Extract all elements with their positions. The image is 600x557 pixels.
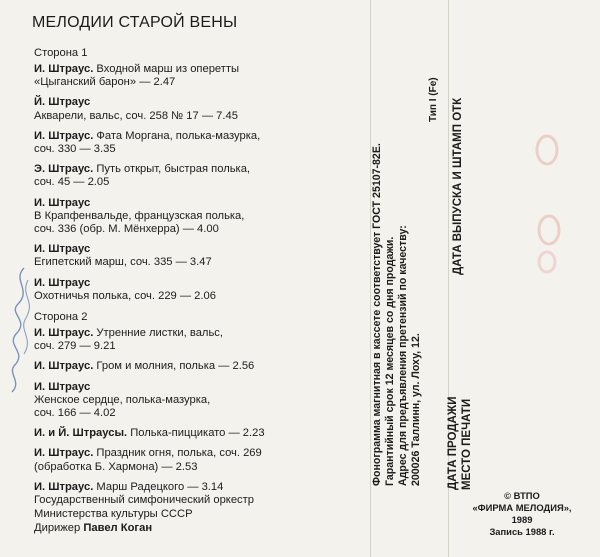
release-stamp-label: ДАТА ВЫПУСКА И ШТАМП ОТК <box>452 97 464 275</box>
technical-info <box>371 143 423 486</box>
track-text: Марш Радецкого — 3.14 <box>93 480 224 493</box>
handwritten-signature <box>2 260 42 400</box>
track <box>34 327 354 353</box>
publisher-line: © ВТПО <box>504 490 540 501</box>
track-text: Входной марш из оперетты <box>93 63 240 75</box>
track <box>34 481 354 494</box>
composer: И. Штраус. <box>34 480 94 493</box>
track-text: Праздник огня, полька, соч. 269 <box>93 447 262 460</box>
track <box>34 381 354 421</box>
track-text: Охотничья полька, соч. 229 — 2.06 <box>34 289 216 302</box>
conductor-label: Дирижер <box>34 521 84 534</box>
composer: Й. Штраус <box>34 96 91 109</box>
info-line: Фонограмма магнитная в кассете соответствует ГОСТ 25107-82Е. <box>371 143 383 486</box>
track-text: Акварели, вальс, соч. 258 № 17 — 7.45 <box>34 109 238 122</box>
track <box>34 197 354 237</box>
track <box>34 243 354 269</box>
composer: И. и Й. Штраусы. <box>34 427 128 440</box>
sale-date-block <box>446 397 474 490</box>
info-line: Гарантийный срок 12 месяцев со дня продажи. <box>384 236 396 486</box>
track <box>34 96 354 122</box>
info-line: 200026 Таллинн, ул. Лоху, 12. <box>410 333 422 486</box>
tape-type: Тип I (Fe) <box>428 77 439 122</box>
track-text: соч. 166 — 4.02 <box>34 407 116 420</box>
composer: И. Штраус <box>34 380 91 393</box>
track-text: «Цыганский барон» — 2.47 <box>34 76 176 89</box>
track-text: (обработка Б. Хармона) — 2.53 <box>34 460 198 473</box>
composer: И. Штраус <box>34 196 91 209</box>
publisher-line: Запись 1988 г. <box>489 526 555 537</box>
track <box>34 427 354 440</box>
performers <box>34 494 354 535</box>
track-text: В Крапфенвальде, французская полька, <box>34 209 245 222</box>
album-title: МЕЛОДИИ СТАРОЙ ВЕНЫ <box>32 14 238 31</box>
track-text: Полька-пиццикато — 2.23 <box>127 427 265 440</box>
stamp-place-label: МЕСТО ПЕЧАТИ <box>461 398 473 490</box>
publisher-line: «ФИРМА МЕЛОДИЯ», <box>472 502 572 513</box>
track-text: соч. 336 (обр. М. Мёнхерра) — 4.00 <box>34 223 219 236</box>
track-text: Утренние листки, вальс, <box>93 327 223 340</box>
track-text: соч. 45 — 2.05 <box>34 176 110 189</box>
sale-date-label: ДАТА ПРОДАЖИ <box>447 396 459 490</box>
faded-stamp <box>525 80 585 280</box>
track <box>34 63 354 89</box>
composer: И. Штраус. <box>34 63 94 75</box>
publisher-block <box>462 490 582 538</box>
publisher-line: 1989 <box>511 514 533 525</box>
track-text: Путь открыт, быстрая полька, <box>93 163 251 176</box>
side-2-label: Сторона 2 <box>34 311 88 324</box>
track-text: Гром и молния, полька — 2.56 <box>93 360 255 373</box>
composer: И. Штраус <box>34 243 91 256</box>
composer: И. Штраус. <box>34 327 94 340</box>
orchestra-line: Государственный симфонический оркестр <box>34 494 254 506</box>
track-text: Фата Моргана, полька-мазурка, <box>93 129 261 142</box>
track <box>34 360 354 373</box>
composer: И. Штраус <box>34 276 91 289</box>
track-text: соч. 279 — 9.21 <box>34 340 116 353</box>
side-1-label: Сторона 1 <box>34 47 88 59</box>
composer: Э. Штраус. <box>34 163 94 176</box>
info-line: Адрес для предъявления претензий по качеству: <box>397 225 409 486</box>
track <box>34 130 354 156</box>
tracklist <box>34 46 354 501</box>
ministry-line: Министерства культуры СССР <box>34 507 193 520</box>
track <box>34 163 354 189</box>
composer: И. Штраус. <box>34 360 94 373</box>
track <box>34 447 354 473</box>
composer: И. Штраус. <box>34 447 94 460</box>
track-text: Женское сердце, полька-мазурка, <box>34 393 211 406</box>
conductor-name: Павел Коган <box>83 521 153 534</box>
track-text: соч. 330 — 3.35 <box>34 143 116 156</box>
track <box>34 277 354 303</box>
track-text: Египетский марш, соч. 335 — 3.47 <box>34 256 212 269</box>
composer: И. Штраус. <box>34 129 94 142</box>
